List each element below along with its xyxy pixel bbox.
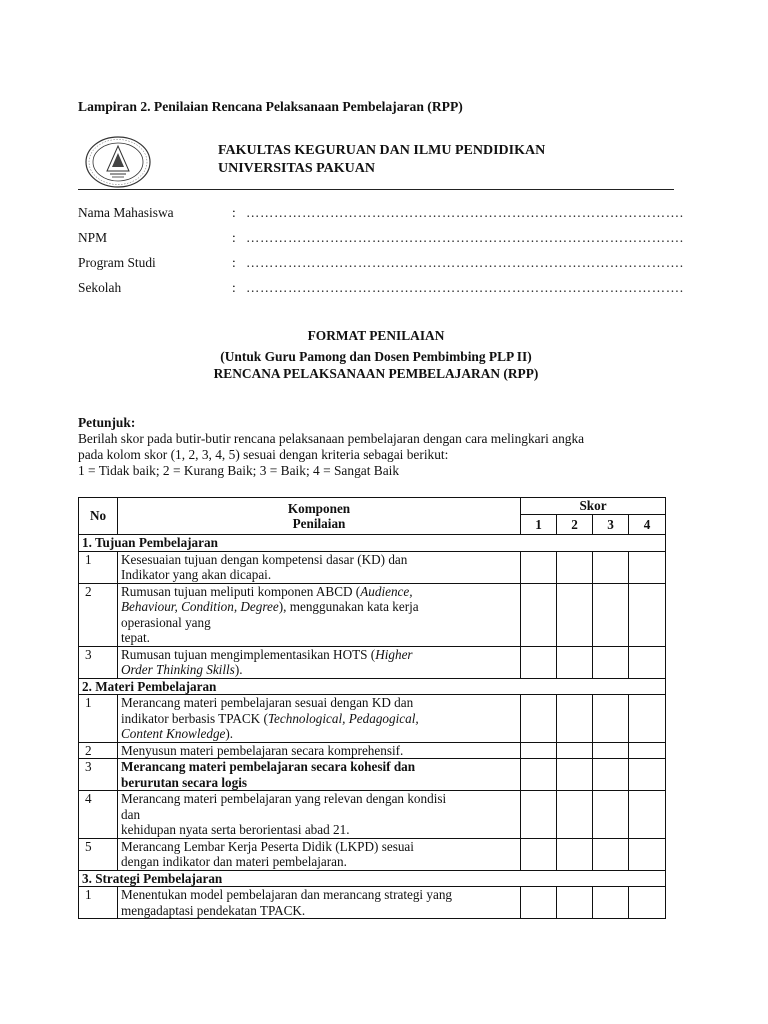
criterion-line: operasional yang: [121, 614, 211, 630]
row-number: 5: [79, 838, 118, 870]
col-header-skor: Skor: [521, 498, 666, 515]
row-number: 2: [79, 583, 118, 646]
score-cell[interactable]: [593, 759, 629, 791]
criterion-line: [121, 647, 517, 663]
criterion-line: Indikator yang akan dicapai.: [121, 567, 272, 582]
criterion-line: tepat.: [121, 630, 150, 645]
score-cell[interactable]: [629, 695, 666, 743]
criterion-italic: Order Thinking Skills: [121, 662, 235, 677]
criterion-italic: Audience,: [360, 583, 413, 599]
faculty-name: FAKULTAS KEGURUAN DAN ILMU PENDIDIKAN: [218, 143, 546, 158]
score-cell[interactable]: [593, 551, 629, 583]
row-criterion: [118, 742, 521, 759]
score-cell[interactable]: [521, 646, 557, 678]
criterion-line: [121, 711, 517, 727]
program-field[interactable]: ………………………………………………………………………………….: [246, 255, 684, 270]
npm-label: NPM: [78, 230, 108, 245]
score-cell[interactable]: [521, 551, 557, 583]
row-criterion: [118, 551, 521, 583]
table-row: [79, 695, 666, 743]
criterion-line: Kesesuaian tujuan dengan kompetensi dasar (KD) dan: [121, 551, 408, 567]
criterion-italic: Higher: [375, 646, 413, 662]
format-title: FORMAT PENILAIAN: [307, 328, 445, 343]
table-row: [79, 791, 666, 839]
criterion-line: [121, 662, 517, 678]
score-cell[interactable]: [521, 791, 557, 839]
score-cell[interactable]: [521, 742, 557, 759]
row-criterion: [118, 695, 521, 743]
section-title: 2. Materi Pembelajaran: [79, 678, 666, 695]
score-cell[interactable]: [557, 759, 593, 791]
row-criterion: [118, 646, 521, 678]
rpp-title: RENCANA PELAKSANAAN PEMBELAJARAN (RPP): [213, 366, 539, 381]
criterion-line: dan: [121, 806, 141, 822]
score-cell[interactable]: [593, 695, 629, 743]
school-field[interactable]: ………………………………………………………………………………….: [246, 280, 684, 295]
col-header-komponen-line: Penilaian: [292, 516, 346, 531]
university-name: UNIVERSITAS PAKUAN: [218, 161, 376, 176]
row-number: 1: [79, 695, 118, 743]
table-row: [79, 646, 666, 678]
col-header-komponen: [118, 498, 521, 535]
score-cell[interactable]: [557, 791, 593, 839]
program-colon: :: [232, 255, 236, 270]
score-cell[interactable]: [629, 742, 666, 759]
score-cell[interactable]: [521, 838, 557, 870]
score-cell[interactable]: [521, 759, 557, 791]
score-cell[interactable]: [521, 887, 557, 919]
score-cell[interactable]: [557, 583, 593, 646]
table-row: [79, 583, 666, 646]
program-label: Program Studi: [78, 255, 156, 270]
criterion-line: mengadaptasi pendekatan TPACK.: [121, 902, 306, 918]
criterion-line: [121, 599, 517, 615]
npm-field[interactable]: ………………………………………………………………………………….: [246, 230, 684, 245]
table-row: [79, 742, 666, 759]
score-header-3: 3: [593, 514, 629, 535]
instructions: [78, 415, 698, 479]
score-cell[interactable]: [557, 695, 593, 743]
score-cell[interactable]: [593, 791, 629, 839]
appendix-title: Lampiran 2. Penilaian Rencana Pelaksanaan Pembelajaran (RPP): [78, 99, 463, 114]
score-header-1: 1: [521, 514, 557, 535]
score-cell[interactable]: [557, 551, 593, 583]
score-cell[interactable]: [629, 791, 666, 839]
criterion-text: Rumusan tujuan meliputi komponen ABCD (: [121, 583, 361, 599]
university-seal-icon: [84, 135, 152, 189]
criterion-line: Menentukan model pembelajaran dan merancang strategi yang: [121, 887, 453, 902]
score-cell[interactable]: [629, 887, 666, 919]
row-number: 3: [79, 646, 118, 678]
row-criterion: [118, 887, 521, 919]
score-cell[interactable]: [629, 646, 666, 678]
score-cell[interactable]: [557, 742, 593, 759]
criterion-line: kehidupan nyata serta berorientasi abad 21.: [121, 822, 350, 837]
criterion-text: indikator berbasis TPACK (: [121, 710, 268, 726]
row-criterion: [118, 583, 521, 646]
score-cell[interactable]: [593, 887, 629, 919]
format-subtitle: (Untuk Guru Pamong dan Dosen Pembimbing PLP II): [220, 349, 532, 364]
row-number: 3: [79, 759, 118, 791]
score-cell[interactable]: [629, 759, 666, 791]
criterion-text: ).: [234, 662, 243, 677]
criterion-text: Rumusan tujuan mengimplementasikan HOTS (: [121, 646, 376, 662]
score-cell[interactable]: [521, 583, 557, 646]
row-number: 2: [79, 742, 118, 759]
section-title: 1. Tujuan Pembelajaran: [79, 535, 666, 552]
score-cell[interactable]: [629, 583, 666, 646]
criterion-text: ), menggunakan kata kerja: [278, 599, 419, 614]
score-header-2: 2: [557, 514, 593, 535]
criterion-line: Merancang Lembar Kerja Peserta Didik (LKPD) sesuai: [121, 838, 414, 854]
criterion-line: [121, 584, 517, 600]
student-name-field[interactable]: ………………………………………………………………………………….: [246, 205, 684, 220]
row-number: 4: [79, 791, 118, 839]
criterion-line: Merancang materi pembelajaran secara kohesif dan: [121, 759, 416, 774]
criterion-italic: Technological, Pedagogical,: [267, 710, 419, 726]
score-cell[interactable]: [557, 887, 593, 919]
school-label: Sekolah: [78, 280, 122, 295]
score-cell[interactable]: [557, 646, 593, 678]
row-criterion: [118, 838, 521, 870]
score-cell[interactable]: [593, 742, 629, 759]
criterion-line: [121, 726, 517, 742]
instructions-line: Berilah skor pada butir-butir rencana pelaksanaan pembelajaran dengan cara melingkari angka: [78, 431, 585, 447]
score-header-4: 4: [629, 514, 666, 535]
criterion-line: Merancang materi pembelajaran sesuai dengan KD dan: [121, 695, 414, 710]
table-row: [79, 759, 666, 791]
col-header-no: No: [79, 498, 118, 535]
table-row: [79, 887, 666, 919]
col-header-komponen-line: Komponen: [287, 500, 351, 516]
assessment-table: [78, 497, 666, 919]
criterion-text: ).: [225, 726, 234, 741]
criterion-italic: Behaviour, Condition, Degree: [121, 599, 279, 614]
score-cell[interactable]: [593, 583, 629, 646]
student-name-label: Nama Mahasiswa: [78, 205, 174, 220]
score-cell[interactable]: [629, 551, 666, 583]
score-cell[interactable]: [593, 646, 629, 678]
npm-colon: :: [232, 230, 236, 245]
header-divider: [78, 189, 674, 190]
criterion-line: Merancang materi pembelajaran yang relevan dengan kondisi: [121, 791, 447, 806]
instructions-heading: Petunjuk:: [78, 415, 136, 430]
row-criterion: [118, 791, 521, 839]
instructions-line: pada kolom skor (1, 2, 3, 4, 5) sesuai dengan kriteria sebagai berikut:: [78, 447, 449, 463]
section-title: 3. Strategi Pembelajaran: [79, 870, 666, 887]
school-colon: :: [232, 280, 236, 295]
table-row: [79, 551, 666, 583]
criterion-line: dengan indikator dan materi pembelajaran.: [121, 854, 347, 869]
student-name-colon: :: [232, 205, 236, 220]
row-number: 1: [79, 887, 118, 919]
table-row: [79, 838, 666, 870]
score-cell[interactable]: [629, 838, 666, 870]
score-cell[interactable]: [593, 838, 629, 870]
score-cell[interactable]: [521, 695, 557, 743]
instructions-line: 1 = Tidak baik; 2 = Kurang Baik; 3 = Baik; 4 = Sangat Baik: [78, 463, 400, 479]
criterion-italic: Content Knowledge: [121, 726, 226, 741]
criterion-line: berurutan secara logis: [121, 774, 248, 790]
row-number: 1: [79, 551, 118, 583]
score-cell[interactable]: [557, 838, 593, 870]
row-criterion: [118, 759, 521, 791]
criterion-line: Menyusun materi pembelajaran secara komprehensif.: [121, 742, 404, 758]
